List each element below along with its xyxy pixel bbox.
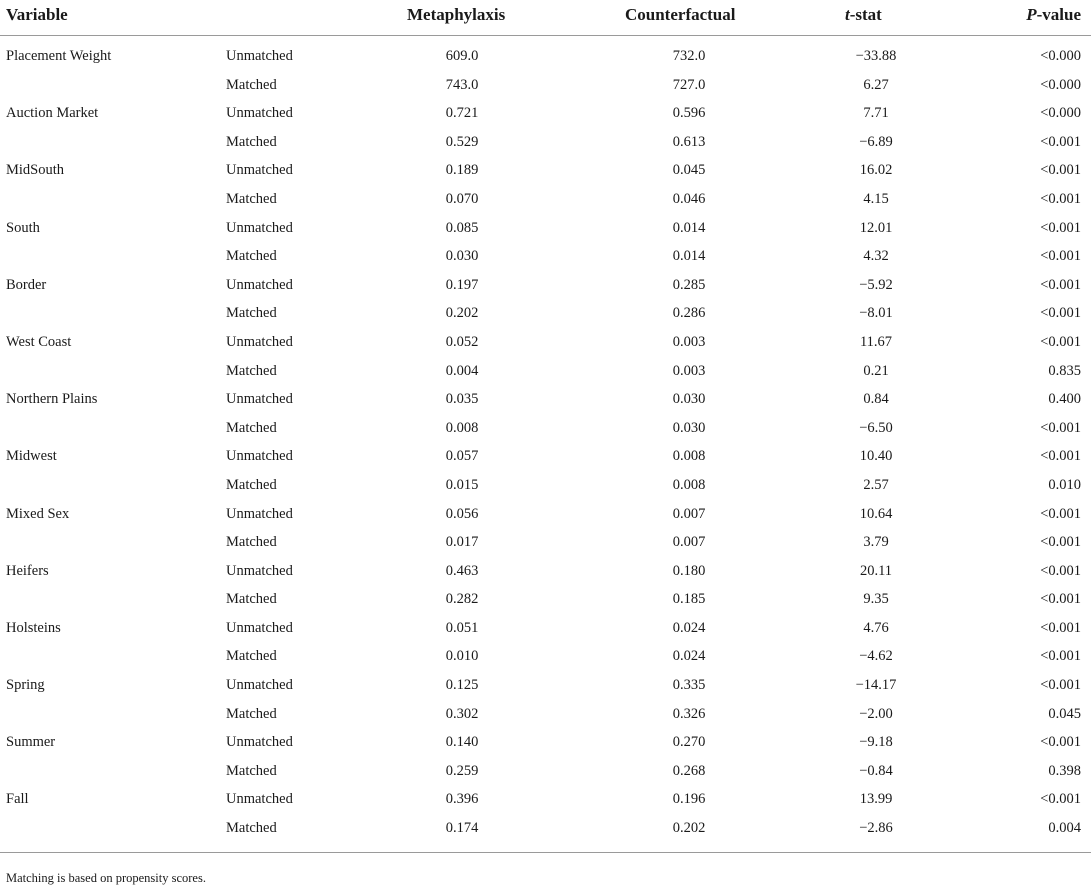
- cell-metaphylaxis: 0.070: [445, 190, 479, 207]
- cell-pvalue: <0.001: [1040, 619, 1081, 636]
- cell-group: Unmatched: [226, 791, 293, 808]
- cell-variable: Border: [6, 276, 47, 293]
- cell-counterfactual: 0.008: [672, 448, 706, 465]
- cell-group: Unmatched: [226, 734, 293, 751]
- cell-pvalue: 0.398: [1048, 762, 1081, 779]
- cell-pvalue: <0.000: [1040, 105, 1081, 122]
- cell-tstat: −2.86: [859, 820, 893, 837]
- cell-metaphylaxis: 0.282: [445, 591, 479, 608]
- table-row: [0, 99, 1091, 128]
- cell-group: Unmatched: [226, 48, 293, 64]
- cell-metaphylaxis: 0.463: [445, 562, 479, 579]
- cell-variable: West Coast: [6, 333, 72, 350]
- cell-counterfactual: 732.0: [672, 48, 706, 64]
- cell-metaphylaxis: 0.396: [445, 791, 479, 808]
- cell-counterfactual: 0.180: [672, 562, 706, 579]
- cell-group: Unmatched: [226, 105, 293, 122]
- cell-metaphylaxis: 0.085: [445, 219, 479, 236]
- cell-pvalue: <0.001: [1040, 791, 1081, 808]
- cell-group: Matched: [226, 133, 277, 150]
- cell-group: Unmatched: [226, 505, 293, 522]
- cell-tstat: −0.84: [859, 762, 893, 779]
- cell-group: Matched: [226, 190, 277, 207]
- table-footnote: Matching is based on propensity scores.: [6, 871, 206, 885]
- cell-group: Unmatched: [226, 333, 293, 350]
- cell-pvalue: <0.001: [1040, 534, 1081, 551]
- cell-counterfactual: 0.196: [672, 791, 706, 808]
- table-row: [0, 528, 1091, 557]
- cell-counterfactual: 0.285: [672, 276, 706, 293]
- cell-pvalue: 0.045: [1048, 705, 1081, 722]
- table-row: [0, 156, 1091, 185]
- header-variable: Variable: [6, 5, 68, 24]
- cell-tstat: 3.79: [863, 534, 889, 551]
- cell-pvalue: <0.001: [1040, 248, 1081, 265]
- cell-variable: Midwest: [6, 448, 57, 465]
- cell-metaphylaxis: 0.017: [445, 534, 479, 551]
- table-row: [0, 471, 1091, 500]
- cell-tstat: 0.84: [863, 391, 889, 408]
- cell-counterfactual: 0.046: [672, 190, 706, 207]
- cell-counterfactual: 727.0: [672, 76, 706, 93]
- cell-variable: Placement Weight: [6, 48, 112, 64]
- cell-pvalue: <0.001: [1040, 333, 1081, 350]
- cell-pvalue: <0.001: [1040, 505, 1081, 522]
- cell-tstat: 20.11: [859, 562, 893, 579]
- table-row: [0, 814, 1091, 843]
- cell-metaphylaxis: 0.010: [445, 648, 479, 665]
- table-row: [0, 442, 1091, 471]
- cell-tstat: −4.62: [859, 648, 893, 665]
- cell-variable: South: [6, 219, 40, 236]
- cell-group: Matched: [226, 820, 277, 837]
- cell-variable: Spring: [6, 677, 45, 694]
- header-pvalue: [1026, 0, 1081, 30]
- cell-counterfactual: 0.008: [672, 476, 706, 493]
- cell-metaphylaxis: 0.015: [445, 476, 479, 493]
- cell-tstat: 12.01: [859, 219, 893, 236]
- cell-pvalue: <0.000: [1040, 48, 1081, 64]
- cell-tstat: 13.99: [859, 791, 893, 808]
- cell-group: Matched: [226, 591, 277, 608]
- cell-tstat: 2.57: [863, 476, 889, 493]
- table-row: [0, 500, 1091, 529]
- cell-metaphylaxis: 0.030: [445, 248, 479, 265]
- cell-variable: Mixed Sex: [6, 505, 70, 522]
- cell-variable: Heifers: [6, 562, 49, 579]
- cell-tstat: −2.00: [859, 705, 893, 722]
- cell-tstat: 7.71: [863, 105, 889, 122]
- table-row: [0, 42, 1091, 71]
- table-row: [0, 642, 1091, 671]
- cell-counterfactual: 0.007: [672, 534, 706, 551]
- cell-metaphylaxis: 743.0: [445, 76, 479, 93]
- table-row: [0, 271, 1091, 300]
- header-pvalue-rest: -value: [1036, 5, 1081, 24]
- cell-metaphylaxis: 0.057: [445, 448, 479, 465]
- cell-pvalue: <0.001: [1040, 562, 1081, 579]
- table-header-row: [0, 0, 1091, 35]
- cell-group: Unmatched: [226, 677, 293, 694]
- cell-tstat: 4.76: [863, 619, 889, 636]
- cell-counterfactual: 0.270: [672, 734, 706, 751]
- table-row: [0, 299, 1091, 328]
- cell-tstat: −14.17: [855, 677, 897, 694]
- cell-variable: Auction Market: [6, 105, 99, 122]
- table-row: [0, 128, 1091, 157]
- cell-pvalue: <0.001: [1040, 734, 1081, 751]
- cell-counterfactual: 0.007: [672, 505, 706, 522]
- cell-metaphylaxis: 0.529: [445, 133, 479, 150]
- cell-pvalue: <0.000: [1040, 76, 1081, 93]
- cell-variable: Fall: [6, 791, 29, 808]
- header-rule: [0, 35, 1091, 36]
- cell-tstat: 6.27: [863, 76, 889, 93]
- cell-tstat: 0.21: [863, 362, 889, 379]
- table-row: [0, 328, 1091, 357]
- cell-metaphylaxis: 0.189: [445, 162, 479, 179]
- table-row: [0, 71, 1091, 100]
- cell-counterfactual: 0.003: [672, 333, 706, 350]
- header-metaphylaxis: Metaphylaxis: [407, 5, 506, 24]
- header-counterfactual: Counterfactual: [625, 5, 736, 24]
- cell-pvalue: <0.001: [1040, 448, 1081, 465]
- cell-counterfactual: 0.286: [672, 305, 706, 322]
- cell-tstat: 10.64: [859, 505, 893, 522]
- cell-group: Matched: [226, 362, 277, 379]
- cell-counterfactual: 0.030: [672, 391, 706, 408]
- cell-metaphylaxis: 0.197: [445, 276, 479, 293]
- cell-tstat: 4.15: [863, 190, 889, 207]
- cell-metaphylaxis: 0.056: [445, 505, 479, 522]
- table-row: [0, 785, 1091, 814]
- table-row: [0, 728, 1091, 757]
- table-row: [0, 757, 1091, 786]
- cell-metaphylaxis: 609.0: [445, 48, 479, 64]
- cell-counterfactual: 0.045: [672, 162, 706, 179]
- cell-group: Unmatched: [226, 162, 293, 179]
- cell-pvalue: 0.835: [1048, 362, 1081, 379]
- cell-pvalue: <0.001: [1040, 133, 1081, 150]
- header-pvalue-italic: P: [1026, 5, 1037, 24]
- cell-variable: MidSouth: [6, 162, 65, 179]
- cell-counterfactual: 0.024: [672, 619, 706, 636]
- cell-counterfactual: 0.014: [672, 248, 706, 265]
- cell-tstat: 16.02: [859, 162, 893, 179]
- cell-tstat: 9.35: [863, 591, 889, 608]
- bottom-rule: [0, 852, 1091, 853]
- table-row: [0, 700, 1091, 729]
- cell-metaphylaxis: 0.202: [445, 305, 479, 322]
- cell-pvalue: <0.001: [1040, 305, 1081, 322]
- table-row: [0, 614, 1091, 643]
- cell-pvalue: <0.001: [1040, 276, 1081, 293]
- cell-counterfactual: 0.335: [672, 677, 706, 694]
- cell-pvalue: 0.010: [1048, 476, 1081, 493]
- cell-pvalue: <0.001: [1040, 677, 1081, 694]
- cell-counterfactual: 0.014: [672, 219, 706, 236]
- cell-counterfactual: 0.030: [672, 419, 706, 436]
- cell-metaphylaxis: 0.125: [445, 677, 479, 694]
- table-body: [0, 42, 1091, 843]
- cell-metaphylaxis: 0.140: [445, 734, 479, 751]
- cell-tstat: 4.32: [863, 248, 889, 265]
- cell-tstat: −9.18: [859, 734, 893, 751]
- cell-pvalue: <0.001: [1040, 162, 1081, 179]
- header-tstat: [845, 0, 882, 30]
- cell-tstat: −6.50: [859, 419, 893, 436]
- table-row: [0, 385, 1091, 414]
- cell-counterfactual: 0.326: [672, 705, 706, 722]
- cell-variable: Northern Plains: [6, 391, 98, 408]
- cell-group: Unmatched: [226, 619, 293, 636]
- cell-tstat: −6.89: [859, 133, 893, 150]
- cell-metaphylaxis: 0.035: [445, 391, 479, 408]
- cell-pvalue: <0.001: [1040, 591, 1081, 608]
- cell-tstat: 11.67: [859, 333, 893, 350]
- cell-tstat: −33.88: [855, 48, 897, 64]
- table-row: [0, 357, 1091, 386]
- table-row: [0, 585, 1091, 614]
- cell-variable: Summer: [6, 734, 56, 751]
- cell-pvalue: <0.001: [1040, 219, 1081, 236]
- cell-counterfactual: 0.596: [672, 105, 706, 122]
- cell-pvalue: <0.001: [1040, 190, 1081, 207]
- table-row: [0, 185, 1091, 214]
- cell-group: Matched: [226, 648, 277, 665]
- cell-variable: Holsteins: [6, 619, 61, 636]
- cell-pvalue: <0.001: [1040, 419, 1081, 436]
- cell-group: Matched: [226, 419, 277, 436]
- cell-counterfactual: 0.185: [672, 591, 706, 608]
- cell-group: Unmatched: [226, 562, 293, 579]
- cell-group: Matched: [226, 476, 277, 493]
- cell-group: Unmatched: [226, 219, 293, 236]
- cell-pvalue: <0.001: [1040, 648, 1081, 665]
- cell-counterfactual: 0.003: [672, 362, 706, 379]
- cell-group: Unmatched: [226, 276, 293, 293]
- table-row: [0, 414, 1091, 443]
- cell-metaphylaxis: 0.721: [445, 105, 479, 122]
- cell-metaphylaxis: 0.008: [445, 419, 479, 436]
- cell-tstat: 10.40: [859, 448, 893, 465]
- header-tstat-italic: t: [845, 5, 850, 24]
- cell-metaphylaxis: 0.259: [445, 762, 479, 779]
- cell-tstat: −8.01: [859, 305, 893, 322]
- cell-group: Matched: [226, 762, 277, 779]
- cell-group: Unmatched: [226, 448, 293, 465]
- cell-counterfactual: 0.024: [672, 648, 706, 665]
- cell-group: Matched: [226, 534, 277, 551]
- table-row: [0, 671, 1091, 700]
- cell-metaphylaxis: 0.004: [445, 362, 479, 379]
- cell-metaphylaxis: 0.051: [445, 619, 479, 636]
- cell-counterfactual: 0.202: [672, 820, 706, 837]
- cell-counterfactual: 0.268: [672, 762, 706, 779]
- cell-group: Matched: [226, 248, 277, 265]
- cell-group: Matched: [226, 305, 277, 322]
- cell-pvalue: 0.004: [1048, 820, 1081, 837]
- cell-group: Matched: [226, 705, 277, 722]
- cell-counterfactual: 0.613: [672, 133, 706, 150]
- cell-metaphylaxis: 0.302: [445, 705, 479, 722]
- cell-metaphylaxis: 0.052: [445, 333, 479, 350]
- header-tstat-rest: -stat: [849, 5, 882, 24]
- cell-group: Matched: [226, 76, 277, 93]
- cell-metaphylaxis: 0.174: [445, 820, 479, 837]
- cell-tstat: −5.92: [859, 276, 893, 293]
- table-row: [0, 214, 1091, 243]
- cell-pvalue: 0.400: [1048, 391, 1081, 408]
- table-row: [0, 242, 1091, 271]
- cell-group: Unmatched: [226, 391, 293, 408]
- table-row: [0, 557, 1091, 586]
